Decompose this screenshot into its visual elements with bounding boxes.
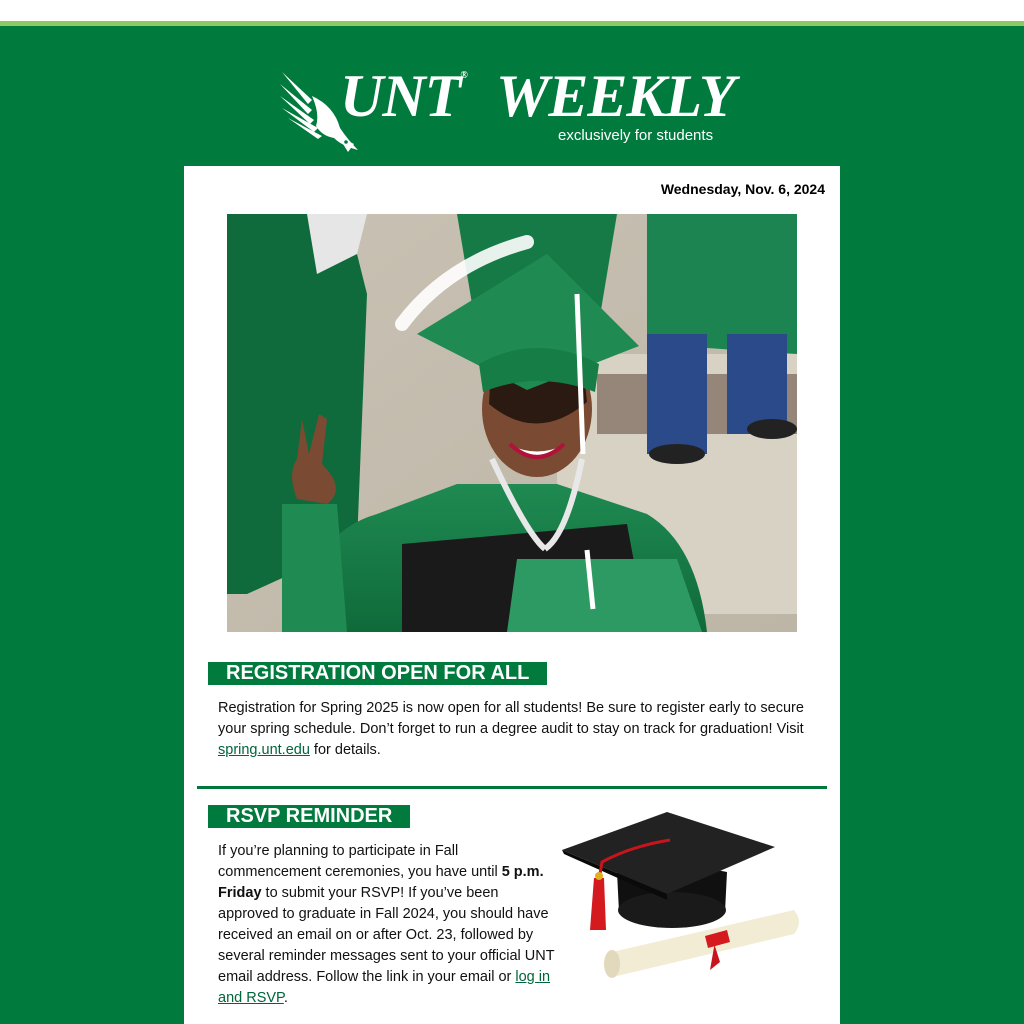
graduation-cap-diploma-icon bbox=[562, 812, 807, 984]
spring-link[interactable]: spring.unt.edu bbox=[218, 742, 310, 758]
hero-graduate-photo bbox=[227, 214, 797, 632]
section-text-rsvp: If you’re planning to participate in Fall commencement ceremonies, you have until 5 p.m. Friday to submit your RSVP! If you’ve been approved to graduate in Fall 2024, you should have received an email on or after Oct. 23, followed by several reminder messages sent to your official UNT email address. Follow the link in your email or log in and RSVP. bbox=[218, 843, 555, 1006]
issue-date: Wednesday, Nov. 6, 2024 bbox=[660, 181, 825, 197]
section-text-registration: Registration for Spring 2025 is now open for all students! Be sure to register early to secure your spring schedule. Don’t forget to run a degree audit to stay on track for graduation! Visit spring.unt.edu for details. bbox=[218, 700, 804, 758]
rsvp-link[interactable]: log in and RSVP bbox=[218, 969, 551, 1006]
section-divider bbox=[197, 786, 827, 789]
section-title-registration: REGISTRATION OPEN FOR ALL bbox=[208, 662, 547, 685]
accent-stripe bbox=[0, 21, 1024, 26]
tagline: exclusively for students bbox=[558, 127, 714, 144]
section-title-rsvp: RSVP REMINDER bbox=[208, 805, 410, 828]
top-white-bar bbox=[0, 0, 1024, 21]
masthead[interactable] bbox=[278, 62, 748, 154]
brand-weekly: WEEKLY bbox=[496, 63, 735, 129]
newsletter-card bbox=[184, 166, 840, 1024]
brand-unt: UNT® bbox=[340, 63, 467, 129]
